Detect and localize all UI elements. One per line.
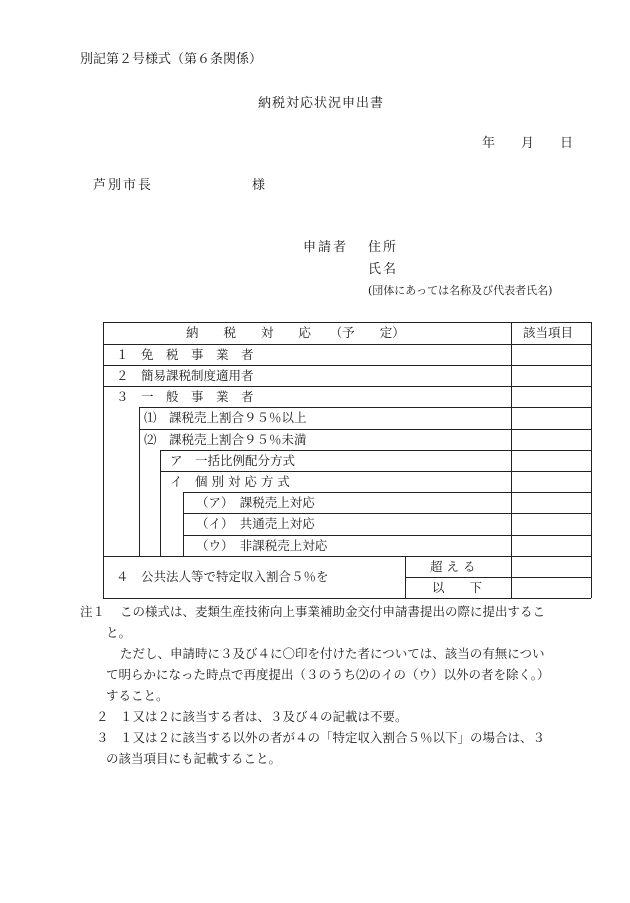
table-indent-rule [183, 492, 184, 556]
document-title: 納税対応状況申出書 [258, 96, 385, 111]
row-lump-sum-method: ア 一括比例配分方式 [170, 453, 296, 468]
table-rule [183, 535, 591, 536]
table-rule [103, 386, 591, 387]
table-border-right [591, 322, 592, 598]
row-exceeds: 超 え る [430, 559, 476, 574]
note-1-line: すること。 [106, 688, 169, 703]
addressee-name: 芦別市長 [93, 178, 154, 193]
note-1-line: ただし、申請時に３及び４に〇印を付けた者については、該当の有無につい [120, 646, 545, 661]
row-or-below: 以 下 [432, 580, 483, 595]
note-2-line: １又は２に該当する者は、３及び４の記載は不要。 [120, 709, 408, 724]
date-year-label: 年 [482, 136, 496, 151]
note-1-line: と。 [106, 625, 132, 640]
table-column-divider [511, 322, 512, 598]
row-taxable-sales: （ア） 課税売上対応 [196, 495, 315, 510]
table-rule [183, 492, 591, 493]
row-itemized-method: イ 個 別 対 応 方 式 [170, 474, 290, 489]
note-1-line: て明らかになった時点で再度提出（３のうち⑵のイの（ウ）以外の者を除く。） [106, 667, 550, 682]
note-2-label: ２ [96, 709, 109, 724]
note-3-line: の該当項目にも記載すること。 [106, 751, 282, 766]
row-tax-exempt: １ 免 税 事 業 者 [116, 347, 254, 362]
table-rule [103, 365, 591, 366]
table-border-top [103, 322, 591, 323]
note-1-line: この様式は、麦類生産技術向上事業補助金交付申請書提出の際に提出するこ [120, 604, 546, 619]
table-border-bottom [103, 598, 591, 599]
table-rule [160, 471, 591, 472]
row-ratio-95-above: ⑴ 課税売上割合９５％以上 [144, 410, 307, 425]
date-month-label: 月 [521, 136, 535, 151]
note-3-label: ３ [96, 730, 109, 745]
table-indent-rule [160, 450, 161, 556]
name-label: 氏名 [368, 262, 399, 277]
row-common-sales: （イ） 共通売上対応 [196, 516, 315, 531]
addressee-honorific: 様 [252, 178, 266, 193]
row-simplified-tax: ２ 簡易課税制度適用者 [116, 368, 254, 383]
note-1-label: 注１ [80, 604, 106, 619]
note-3-line: １又は２に該当する以外の者が４の「特定収入割合５％以下」の場合は、３ [120, 730, 546, 745]
table-rule [103, 344, 591, 345]
applicant-label: 申請者 [303, 240, 349, 255]
applicant-note: (団体にあっては名称及び代表者氏名) [368, 284, 553, 297]
table-rule [183, 513, 591, 514]
table-rule [405, 577, 591, 578]
form-number: 別記第２号様式（第６条関係） [80, 52, 263, 67]
table-rule [139, 407, 591, 408]
table-rule [139, 429, 591, 430]
table-subdivider [405, 556, 406, 598]
row-public-corporation: ４ 公共法人等で特定収入割合５％を [116, 569, 329, 584]
date-day-label: 日 [560, 136, 574, 151]
table-indent-rule [139, 407, 140, 556]
row-general-business: ３ 一 般 事 業 者 [116, 389, 254, 404]
row-nontaxable-sales: （ウ） 非課税売上対応 [196, 538, 328, 553]
table-border-left [103, 322, 104, 598]
table-header-item: 該当項目 [523, 325, 574, 340]
table-rule [103, 556, 591, 557]
row-ratio-95-below: ⑵ 課税売上割合９５％未満 [144, 432, 307, 447]
table-header-main: 納 税 対 応 （予 定） [186, 325, 405, 340]
table-rule [160, 450, 591, 451]
address-label: 住所 [368, 240, 399, 255]
